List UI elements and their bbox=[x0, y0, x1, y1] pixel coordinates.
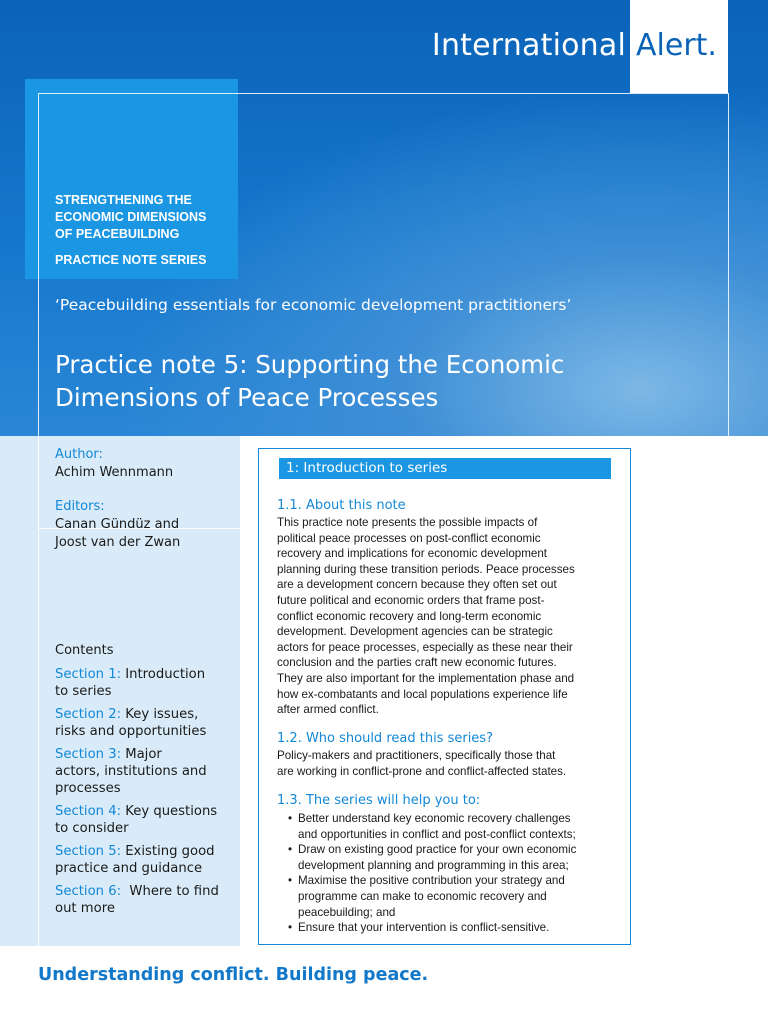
contents-section-title-cont: to series bbox=[55, 684, 112, 699]
series-label: PRACTICE NOTE SERIES bbox=[55, 253, 207, 267]
body-line: are working in conflict-prone and conflict-affected states. bbox=[277, 764, 567, 778]
editor-2: Joost van der Zwan bbox=[55, 535, 181, 550]
list-item bbox=[277, 920, 617, 936]
contents-section-number: Section 1: bbox=[55, 667, 122, 682]
section-heading-about: 1.1. About this note bbox=[277, 498, 406, 513]
contents-list bbox=[55, 666, 237, 923]
logo-text-alert: Alert. bbox=[636, 28, 717, 63]
page-title-line-1: Practice note 5: Supporting the Economic bbox=[55, 350, 565, 379]
bullet-line: programme can make to economic recovery and bbox=[298, 889, 547, 903]
body-line: development. Development agencies can be strategic bbox=[277, 625, 553, 639]
list-item bbox=[277, 873, 617, 920]
contents-section-title: Existing good bbox=[121, 844, 215, 859]
contents-item-section-1[interactable] bbox=[55, 666, 237, 700]
body-line: are a development concern because they often set out bbox=[277, 578, 557, 592]
contents-section-number: Section 6: bbox=[55, 884, 122, 899]
series-title bbox=[55, 192, 235, 269]
body-line: conflict economic recovery and long-term economic bbox=[277, 609, 542, 623]
contents-section-number: Section 3: bbox=[55, 747, 122, 762]
editors-block bbox=[55, 498, 237, 552]
author-name: Achim Wennmann bbox=[55, 465, 174, 480]
contents-section-number: Section 5: bbox=[55, 844, 122, 859]
bullet-line: • Maximise the positive contribution your strategy and bbox=[298, 874, 565, 888]
contents-section-title: Introduction bbox=[121, 667, 206, 682]
contents-section-title-cont: to consider bbox=[55, 821, 129, 836]
contents-section-title-cont: risks and opportunities bbox=[55, 724, 207, 739]
body-line: after armed conflict. bbox=[277, 703, 379, 717]
bullet-line: • Draw on existing good practice for your own economic bbox=[298, 843, 577, 857]
series-line-1: STRENGTHENING THE bbox=[55, 193, 192, 207]
contents-item-section-2[interactable] bbox=[55, 706, 237, 740]
body-line: conclusion and the parties craft new economic futures. bbox=[277, 656, 557, 670]
contents-section-title: Where to find bbox=[121, 884, 219, 899]
contents-section-title-cont: out more bbox=[55, 901, 115, 916]
contents-item-section-6[interactable] bbox=[55, 883, 237, 917]
series-line-3: OF PEACEBUILDING bbox=[55, 227, 180, 241]
bullet-line: and opportunities in conflict and post-conflict contexts; bbox=[298, 827, 576, 841]
body-line: They are also important for the implementation phase and bbox=[277, 671, 575, 685]
contents-section-title-cont: processes bbox=[55, 781, 121, 796]
author-label: Author: bbox=[55, 447, 103, 462]
cover-hero bbox=[0, 0, 768, 436]
section-benefits bbox=[277, 792, 617, 936]
editor-1: Canan Gündüz and bbox=[55, 517, 180, 532]
contents-item-section-4[interactable] bbox=[55, 803, 237, 837]
series-line-2: ECONOMIC DIMENSIONS bbox=[55, 210, 207, 224]
logo-text-international: International bbox=[431, 28, 626, 63]
body-line: This practice note presents the possible impacts of bbox=[277, 516, 538, 529]
contents-section-title-cont: practice and guidance bbox=[55, 861, 203, 876]
page-title bbox=[55, 348, 695, 414]
contents-section-title: Key issues, bbox=[121, 707, 199, 722]
subtitle-tagline: ‘Peacebuilding essentials for economic development practitioners’ bbox=[55, 296, 572, 314]
body-line: Policy-makers and practitioners, specifically those that bbox=[277, 749, 556, 762]
bullet-line: development planning and programming in this area; bbox=[298, 858, 569, 872]
bullet-line: peacebuilding; and bbox=[298, 905, 396, 919]
section-about bbox=[277, 497, 617, 718]
list-item bbox=[277, 811, 617, 842]
section-body-about bbox=[277, 515, 617, 718]
page-title-line-2: Dimensions of Peace Processes bbox=[55, 383, 439, 412]
section-audience bbox=[277, 730, 617, 779]
bullet-line: • Better understand key economic recovery challenges bbox=[298, 812, 571, 825]
editors-label: Editors: bbox=[55, 499, 105, 514]
body-line: actors for peace processes, especially as these near their bbox=[277, 640, 573, 654]
contents-section-number: Section 2: bbox=[55, 707, 122, 722]
contents-section-number: Section 4: bbox=[55, 804, 122, 819]
section-heading-audience: 1.2. Who should read this series? bbox=[277, 731, 493, 746]
body-line: planning during these transition periods. Peace processes bbox=[277, 562, 575, 576]
bullet-line: • Ensure that your intervention is conflict-sensitive. bbox=[298, 921, 550, 935]
contents-heading: Contents bbox=[55, 643, 114, 658]
body-line: how ex-combatants and local populations experience life bbox=[277, 687, 568, 701]
panel-header: 1: Introduction to series bbox=[279, 458, 611, 479]
section-body-audience bbox=[277, 748, 617, 779]
body-line: political peace processes on post-conflict economic bbox=[277, 531, 541, 545]
contents-section-title-cont: actors, institutions and bbox=[55, 764, 207, 779]
author-block bbox=[55, 446, 237, 482]
body-line: future political and economic orders that frame post- bbox=[277, 593, 545, 607]
contents-item-section-5[interactable] bbox=[55, 843, 237, 877]
footer-tagline: Understanding conflict. Building peace. bbox=[38, 965, 429, 985]
section-heading-benefits: 1.3. The series will help you to: bbox=[277, 793, 481, 808]
benefits-list bbox=[277, 811, 617, 936]
contents-section-title: Key questions bbox=[121, 804, 218, 819]
contents-section-title: Major bbox=[121, 747, 162, 762]
list-item bbox=[277, 842, 617, 873]
body-line: recovery and implications for economic development bbox=[277, 547, 548, 561]
contents-item-section-3[interactable] bbox=[55, 746, 237, 797]
frame-line bbox=[38, 436, 39, 946]
